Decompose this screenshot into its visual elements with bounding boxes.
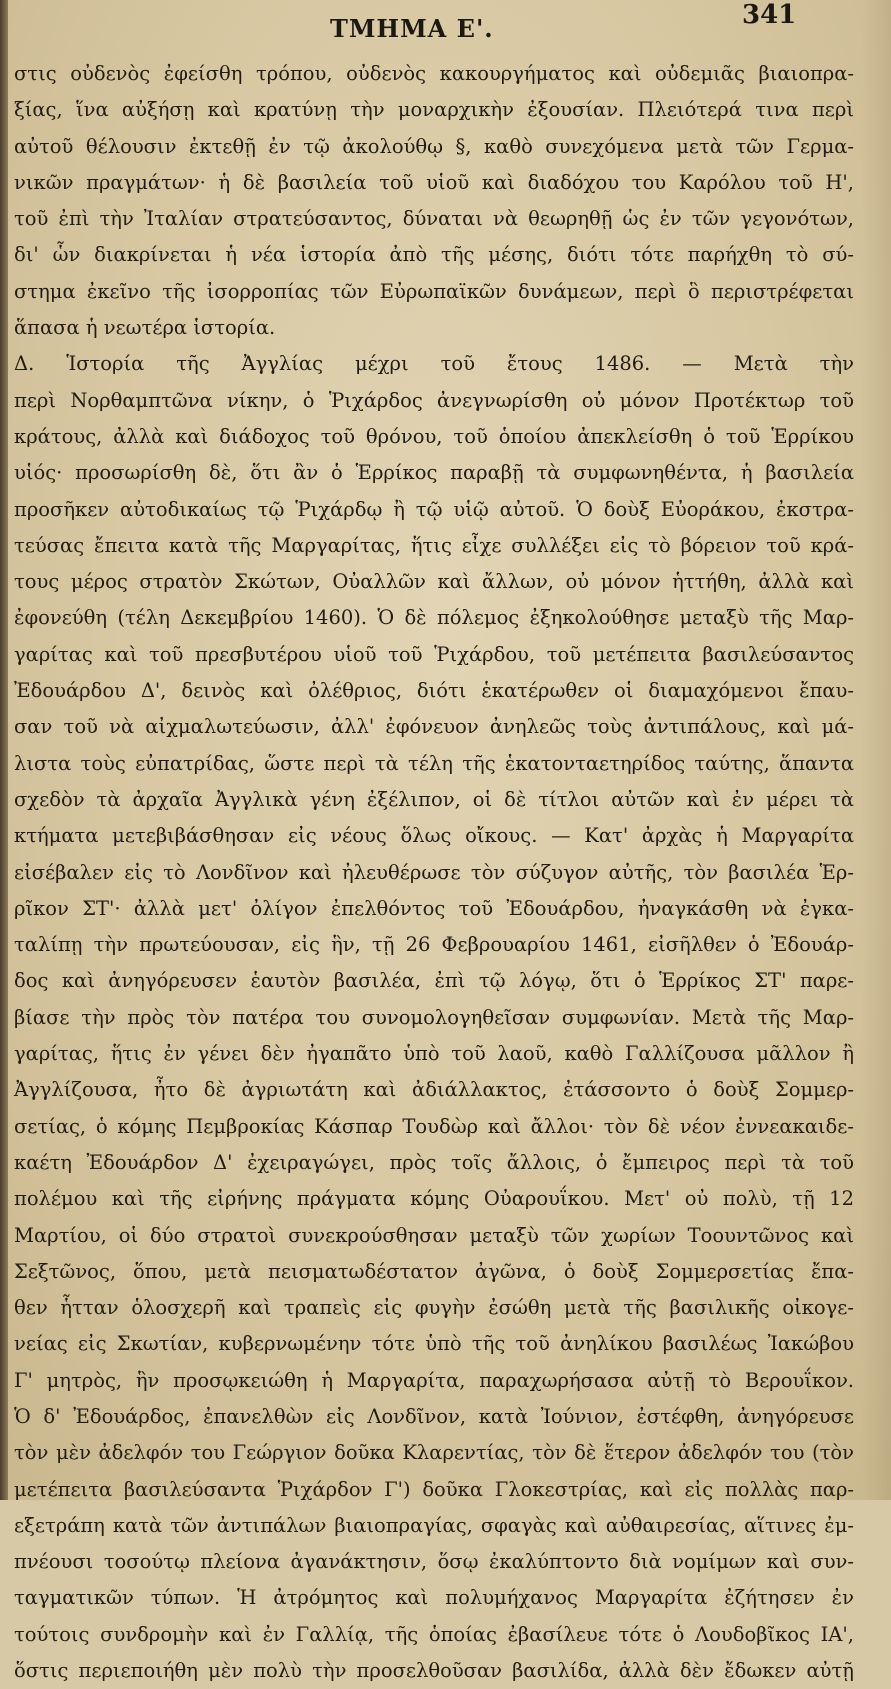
- text-line: ρῖκον ΣΤ'· ἀλλὰ μετ' ὀλίγον ἐπελθόντος τοῦ Ἐδουάρδου, ἠναγκάσθη νὰ ἐγκα-: [14, 896, 854, 920]
- text-line: κτήματα μετεβιβάσθησαν εἰς νέους ὅλως οἴκους. — Κατ' ἀρχὰς ἡ Μαργαρίτα: [14, 824, 854, 848]
- text-line: στις οὐδενὸς ἐφείσθη τρόπου, οὐδενὸς κακουργήματος καὶ οὐδεμιᾶς βιαιοπρα-: [14, 62, 854, 85]
- text-line: περὶ Νορθαμπτῶνα νίκην, ὁ Ῥιχάρδος ἀνεγνωρίσθη οὐ μόνον Προτέκτωρ τοῦ: [14, 388, 854, 412]
- text-line: στημα ἐκεῖνο τῆς ἰσορροπίας τῶν Εὐρωπαϊκῶν δυνάμεων, περὶ ὃ περιστρέφεται: [14, 279, 854, 303]
- text-line: ὅστις περιεποιήθη μὲν πολὺ τὴν προσελθοῦσαν βασιλίδα, ἀλλὰ δὲν ἔδωκεν αὐτῇ: [14, 1659, 854, 1683]
- text-line: βίασε τὴν πρὸς τὸν πατέρα του συνομολογηθεῖσαν συμφωνίαν. Μετὰ τῆς Μαρ-: [14, 1005, 854, 1029]
- text-line: Ὁ δ' Ἐδουάρδος, ἐπανελθὼν εἰς Λονδῖνον, κατὰ Ἰούνιον, ἐστέφθη, ἀνηγόρευσε: [14, 1404, 854, 1428]
- text-line: τοῦ ἐπὶ τὴν Ἰταλίαν στρατεύσαντος, δύναται νὰ θεωρηθῇ ὡς ἐν τῶν γεγονότων,: [14, 207, 854, 231]
- text-line: γαρίτας καὶ τοῦ πρεσβυτέρου υἱοῦ τοῦ Ῥιχάρδου, τοῦ μετέπειτα βασιλεύσαντος: [14, 642, 854, 666]
- text-line: υἱός· προσωρίσθη δὲ, ὅτι ἂν ὁ Ἑρρίκος παραβῇ τὰ συμφωνηθέντα, ἡ βασιλεία: [14, 461, 854, 485]
- text-line: αὐτοῦ θέλουσιν ἐκτεθῇ ἐν τῷ ἀκολούθῳ §, καθὸ συνεχόμενα μετὰ τῶν Γερμα-: [14, 134, 854, 158]
- text-line: τούτοις συνδρομὴν καὶ ἐν Γαλλίᾳ, τῆς ὁποίας ἐβασίλευε τότε ὁ Λουδοβῖκος ΙΑ',: [14, 1622, 854, 1646]
- text-line: ἅπασα ἡ νεωτέρα ἱστορία.: [14, 316, 276, 340]
- text-line: δος καὶ ἀνηγόρευσεν ἑαυτὸν βασιλέα, ἐπὶ τῷ λόγῳ, ὅτι ὁ Ἑρρίκος ΣΤ' παρε-: [14, 969, 854, 993]
- text-line: προσῆκεν αὐτοδικαίως τῷ Ῥιχάρδῳ ἢ τῷ υἱῷ αὐτοῦ. Ὁ δοὺξ Εὐοράκου, ἐκστρα-: [14, 497, 854, 521]
- text-line: Γ' μητρὸς, ἣν προσῳκειώθη ἡ Μαργαρίτα, παραχωρήσασα αὐτῇ τὸ Βερουΐκον.: [14, 1368, 854, 1392]
- text-line: σετίας, ὁ κόμης Πεμβροκίας Κάσπαρ Τουδὼρ καὶ ἄλλοι· τὸν δὲ νέον ἐννεακαιδε-: [14, 1114, 854, 1138]
- text-line: ξίας, ἵνα αὐξήσῃ καὶ κρατύνῃ τὴν μοναρχικὴν ἐξουσίαν. Πλειότερά τινα περὶ: [14, 98, 854, 122]
- text-line: σαν τοῦ νὰ αἰχμαλωτεύωσιν, ἀλλ' ἐφόνευον ἀνηλεῶς τοὺς ἀντιπάλους, καὶ μά-: [14, 715, 854, 739]
- text-line: εἰσέβαλεν εἰς τὸ Λονδῖνον καὶ ἠλευθέρωσε τὸν σύζυγον αὐτῆς, τὸν βασιλέα Ἑρ-: [14, 860, 854, 884]
- text-line: μετέπειτα βασιλεύσαντα Ῥιχάρδον Γ') δοῦκα Γλοκεστρίας, καὶ εἰς πολλὰς παρ-: [14, 1477, 854, 1501]
- text-line: τεύσας ἔπειτα κατὰ τῆς Μαργαρίτας, ἥτις εἶχε συλλέξει εἰς τὸ βόρειον τοῦ κρά-: [14, 533, 854, 557]
- text-line: Δ. Ἱστορία τῆς Ἀγγλίας μέχρι τοῦ ἔτους 1486. — Μετὰ τὴν: [14, 352, 854, 376]
- text-line: δι' ὧν διακρίνεται ἡ νέα ἱστορία ἀπὸ τῆς μέσης, διότι τότε παρήχθη τὸ σύ-: [14, 243, 854, 267]
- text-line: νείας εἰς Σκωτίαν, κυβερνωμένην τότε ὑπὸ τῆς τοῦ ἀνηλίκου βασιλέως Ἰακώβου: [14, 1332, 854, 1356]
- text-line: τὸν μὲν ἀδελφόν του Γεώργιον δοῦκα Κλαρεντίας, τὸν δὲ ἕτερον ἀδελφόν του (τὸν: [14, 1441, 854, 1465]
- text-line: κράτους, ἀλλὰ καὶ διάδοχος τοῦ θρόνου, τοῦ ὁποίου ἀπεκλείσθη ὁ τοῦ Ἑρρίκου: [14, 424, 854, 448]
- text-line: Σεξτῶνος, ὅπου, μετὰ πεισματωδέστατον ἀγῶνα, ὁ δοὺξ Σομμερσετίας ἔπα-: [14, 1259, 854, 1283]
- page-shadow: [861, 0, 891, 1500]
- text-line: γαρίτας, ἥτις ἐν γένει δὲν ἠγαπᾶτο ὑπὸ τοῦ λαοῦ, καθὸ Γαλλίζουσα μᾶλλον ἢ: [14, 1042, 854, 1066]
- text-line: νικῶν πραγμάτων· ἡ δὲ βασιλεία τοῦ υἱοῦ καὶ διαδόχου του Καρόλου τοῦ Η',: [14, 170, 854, 194]
- page-header: [0, 0, 891, 46]
- text-line: καέτη Ἐδουάρδον Δ' ἐχειραγώγει, πρὸς τοῖς ἄλλοις, ὁ ἔμπειρος περὶ τὰ τοῦ: [14, 1150, 854, 1174]
- text-line: Ἀγγλίζουσα, ἦτο δὲ ἀγριωτάτη καὶ ἀδιάλλακτος, ἐτάσσοντο ὁ δοὺξ Σομμερ-: [14, 1078, 854, 1102]
- body-text: [14, 56, 854, 1689]
- text-line: Μαρτίου, οἱ δύο στρατοὶ συνεκρούσθησαν μεταξὺ τῶν χωρίων Τοουντῶνος καὶ: [14, 1223, 854, 1247]
- text-line: πολέμου καὶ τῆς εἰρήνης πράγματα κόμης Οὐαρουΐκου. Μετ' οὐ πολὺ, τῇ 12: [14, 1187, 854, 1211]
- text-line: ταλίπῃ τὴν πρωτεύουσαν, εἰς ἣν, τῇ 26 Φεβρουαρίου 1461, εἰσῆλθεν ὁ Ἐδουάρ-: [14, 933, 854, 957]
- text-line: ταγματικῶν τύπων. Ἡ ἀτρόμητος καὶ πολυμήχανος Μαργαρίτα ἐζήτησεν ἐν: [14, 1586, 854, 1610]
- text-line: λιστα τοὺς εὐπατρίδας, ὥστε περὶ τὰ τέλη τῆς ἑκατονταετηρίδος ταύτης, ἅπαντα: [14, 751, 854, 775]
- text-line: τους μέρος στρατὸν Σκώτων, Οὐαλλῶν καὶ ἄλλων, οὐ μόνον ἡττήθη, ἀλλὰ καὶ: [14, 570, 854, 594]
- text-line: Ἐδουάρδου Δ', δεινὸς καὶ ὀλέθριος, διότι ἑκατέρωθεν οἱ διαμαχόμενοι ἔπαυ-: [14, 679, 854, 703]
- text-line: εξετράπη κατὰ τῶν ἀντιπάλων βιαιοπραγίας, σφαγὰς καὶ αὐθαιρεσίας, αἵτινες ἐμ-: [14, 1513, 854, 1537]
- text-line: πνέουσι τοσούτῳ πλείονα ἀγανάκτησιν, ὅσῳ ἐκαλύπτοντο διὰ νομίμων καὶ συν-: [14, 1550, 854, 1574]
- page-number: 341: [742, 0, 797, 30]
- text-line: ἐφονεύθη (τέλη Δεκεμβρίου 1460). Ὁ δὲ πόλεμος ἐξηκολούθησε μεταξὺ τῆς Μαρ-: [14, 606, 854, 630]
- text-line: σχεδὸν τὰ ἀρχαῖα Ἀγγλικὰ γένη ἐξέλιπον, οἱ δὲ τίτλοι αὐτῶν καὶ ἐν μέρει τὰ: [14, 787, 854, 811]
- text-line: θεν ἧτταν ὁλοσχερῆ καὶ τραπεὶς εἰς φυγὴν ἐσώθη μετὰ τῆς βασιλικῆς οἰκογε-: [14, 1296, 854, 1320]
- running-head: ΤΜΗΜΑ Ε'.: [330, 14, 494, 43]
- page-binding-edge: [0, 0, 8, 1500]
